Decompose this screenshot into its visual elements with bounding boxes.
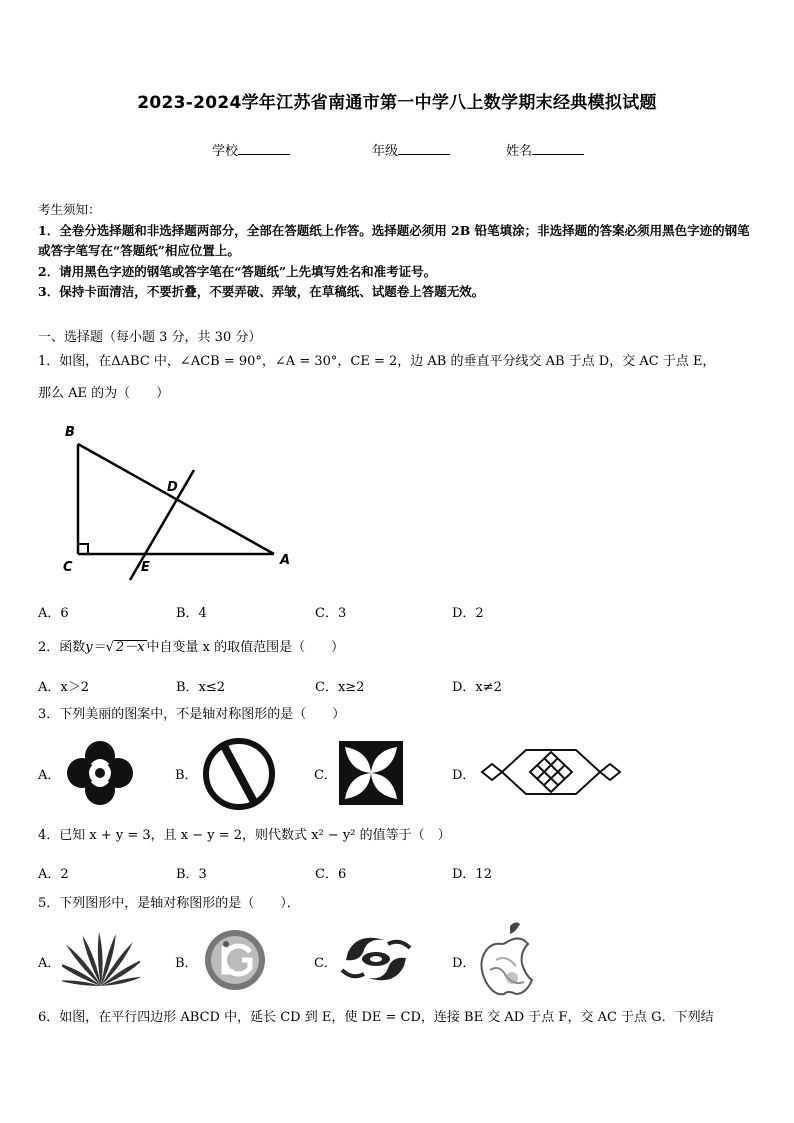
q5-option-b-figure bbox=[202, 928, 268, 992]
notice-heading: 考生须知： bbox=[38, 202, 101, 217]
school-label: 学校 bbox=[212, 144, 239, 159]
name-field bbox=[506, 140, 584, 159]
sqrt-sign: √ bbox=[105, 640, 114, 655]
q4-option-d[interactable]: D．12 bbox=[452, 867, 492, 882]
question-5: 5．下列图形中，是轴对称图形的是（ ）． bbox=[38, 896, 300, 911]
school-field bbox=[212, 140, 290, 159]
name-label: 姓名 bbox=[506, 144, 533, 159]
grade-label: 年级 bbox=[372, 144, 399, 159]
label-a: A bbox=[280, 553, 291, 568]
question-1-line-2: 那么 AE 的为（ ） bbox=[38, 386, 170, 401]
notice-block bbox=[38, 200, 760, 303]
q4-option-a[interactable]: A．2 bbox=[38, 867, 69, 882]
q5-option-a-label[interactable]: A． bbox=[38, 956, 61, 971]
label-e: E bbox=[141, 560, 150, 575]
question-1-line-1: 1．如图，在ΔABC 中，∠ACB = 90°，∠A = 30°，CE = 2，边 AB 的垂直平分线交 AB 于点 D，交 AC 于点 E， bbox=[38, 354, 716, 369]
q3-option-b-label[interactable]: B． bbox=[175, 768, 198, 783]
q3-option-a-figure bbox=[64, 738, 136, 808]
q5-option-c-label[interactable]: C． bbox=[314, 956, 337, 971]
triangle-figure bbox=[60, 420, 300, 585]
q1-option-b[interactable]: B．4 bbox=[176, 606, 207, 621]
q2-y: y＝ bbox=[85, 640, 106, 655]
school-blank[interactable] bbox=[238, 142, 290, 155]
q5-option-d-label[interactable]: D． bbox=[452, 956, 476, 971]
notice-item-3: 3．保持卡面清洁，不要折叠，不要弄破、弄皱，在草稿纸、试题卷上答题无效。 bbox=[38, 284, 485, 299]
q5-option-c-figure bbox=[338, 930, 414, 988]
q1-option-a[interactable]: A．6 bbox=[38, 606, 69, 621]
q2-option-c[interactable]: C．x≥2 bbox=[315, 680, 365, 695]
q3-option-c-figure bbox=[339, 741, 403, 805]
q3-option-b-figure bbox=[200, 736, 278, 812]
label-d: D bbox=[167, 480, 178, 495]
notice-item-1: 1．全卷分选择题和非选择题两部分，全部在答题纸上作答。选择题必须用 2B 铅笔填涂；非选择题的答案必须用黑色字迹的钢笔或答字笔写在“答题纸”相应位置上。 bbox=[38, 222, 750, 258]
q2-option-b[interactable]: B．x≤2 bbox=[176, 680, 226, 695]
section-heading: 一、选择题（每小题 3 分，共 30 分） bbox=[38, 330, 262, 345]
page-title: 2023-2024学年江苏省南通市第一中学八上数学期末经典模拟试题 bbox=[137, 93, 657, 113]
q5-option-a-figure bbox=[62, 928, 140, 988]
q3-option-c-label[interactable]: C． bbox=[314, 768, 337, 783]
q1-option-d[interactable]: D．2 bbox=[452, 606, 484, 621]
q1-option-c[interactable]: C．3 bbox=[315, 606, 347, 621]
q5-option-d-figure bbox=[476, 920, 538, 1000]
q4-option-b[interactable]: B．3 bbox=[176, 867, 207, 882]
perpendicular-bisector bbox=[130, 470, 194, 580]
q4-option-c[interactable]: C．6 bbox=[315, 867, 347, 882]
q2-prefix: 2．函数 bbox=[38, 640, 86, 655]
q2-radicand: 2－x bbox=[115, 640, 145, 655]
q5-option-b-label[interactable]: B． bbox=[175, 956, 198, 971]
name-blank[interactable] bbox=[532, 142, 584, 155]
q2-option-d[interactable]: D．x≠2 bbox=[452, 680, 502, 695]
question-2 bbox=[38, 638, 344, 658]
grade-blank[interactable] bbox=[398, 142, 450, 155]
q2-suffix: 中自变量 x 的取值范围是（ ） bbox=[146, 640, 345, 655]
question-6: 6．如图，在平行四边形 ABCD 中，延长 CD 到 E，使 DE = CD，连接 BE 交 AD 于点 F，交 AC 于点 G．下列结 bbox=[38, 1010, 714, 1025]
q3-option-a-label[interactable]: A． bbox=[38, 768, 61, 783]
label-b: B bbox=[65, 425, 75, 440]
label-c: C bbox=[63, 560, 73, 575]
q3-option-d-figure bbox=[478, 744, 624, 802]
question-4: 4．已知 x + y = 3，且 x − y = 2，则代数式 x² − y² 的值等于（ ） bbox=[38, 828, 451, 843]
q3-option-d-label[interactable]: D． bbox=[452, 768, 476, 783]
notice-item-2: 2．请用黑色字迹的钢笔或答字笔在“答题纸”上先填写姓名和准考证号。 bbox=[38, 263, 437, 279]
q2-option-a[interactable]: A．x＞2 bbox=[38, 680, 89, 695]
question-3: 3．下列美丽的图案中，不是轴对称图形的是（ ） bbox=[38, 707, 346, 722]
right-angle-mark bbox=[78, 544, 88, 554]
grade-field bbox=[372, 140, 450, 159]
